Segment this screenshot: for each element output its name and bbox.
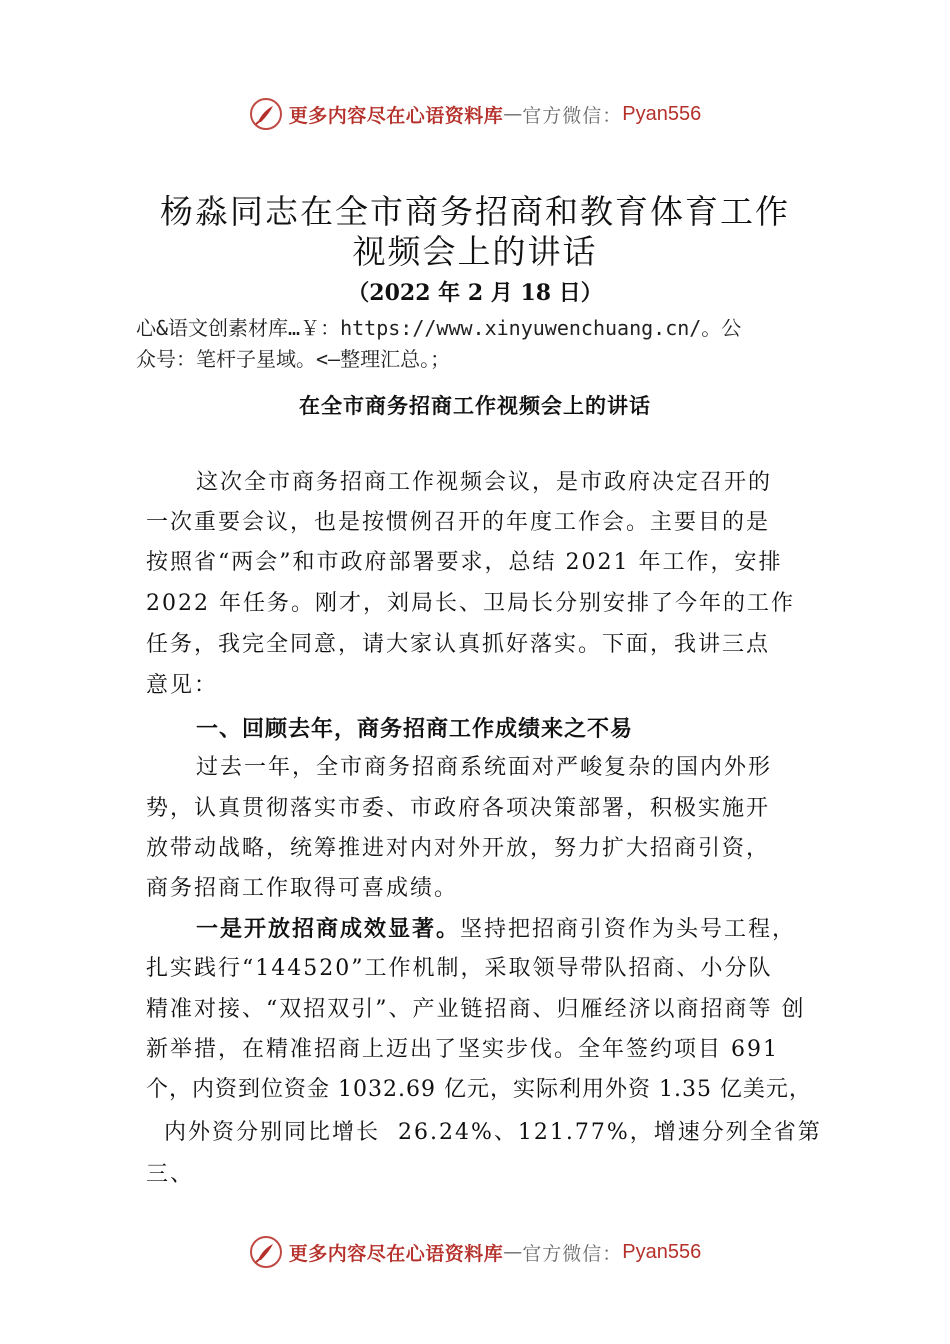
banner-library-text: 更多内容尽在心语资料库 — [288, 104, 504, 127]
para1-line: 2022 年任务。刚才，刘局长、卫局长分别安排了今年的工作 — [146, 591, 795, 616]
para3-line: 三、 — [146, 1162, 195, 1187]
brush-logo-icon — [249, 1235, 283, 1269]
para1-line: 任务，我完全同意，请大家认真抓好落实。下面，我讲三点 — [146, 632, 771, 657]
para3-first-line — [196, 914, 796, 945]
source-note-line2: 众号：笔杆子星域。<—整理汇总。； — [136, 347, 451, 371]
document-title-line1: 杨淼同志在全市商务招商和教育体育工作 — [160, 192, 790, 231]
para3-line: 扎实践行“144520”工作机制，采取领导带队招商、小分队 — [146, 956, 773, 981]
para3-line: 精准对接、“双招双引”、产业链招商、归雁经济以商招商等 创 — [146, 997, 806, 1022]
para3-lead-bold: 一是开放招商成效显著。 — [196, 916, 461, 942]
source-note-line1: 心&语文创素材库…￥：https://www.xinyuwenchuang.cn/。公 — [136, 316, 742, 340]
banner-wechat-label: 官方微信： — [522, 1242, 623, 1265]
para1-line: 这次全市商务招商工作视频会议，是市政府决定召开的 — [196, 470, 773, 495]
banner-wechat-id: Pyan556 — [622, 102, 702, 125]
brush-logo-icon — [249, 97, 283, 131]
para2-line: 势，认真贯彻落实市委、市政府各项决策部署，积极实施开 — [146, 796, 771, 821]
section-heading-1: 一、回顾去年，商务招商工作成绩来之不易 — [196, 717, 634, 742]
banner-wechat-id: Pyan556 — [622, 1240, 702, 1263]
para3-line: 内外资分别同比增长 26.24%、121.77%，增速分列全省第 — [146, 1120, 822, 1145]
para3-line: 个，内资到位资金 1032.69 亿元，实际利用外资 1.35 亿美元， — [146, 1077, 812, 1102]
para1-line: 按照省“两会”和市政府部署要求，总结 2021 年工作，安排 — [146, 550, 783, 575]
banner-dash: — — [503, 103, 523, 125]
para1-line: 一次重要会议，也是按惯例召开的年度工作会。主要目的是 — [146, 510, 771, 535]
banner-wechat-label: 官方微信： — [522, 104, 623, 127]
para2-line: 过去一年，全市商务招商系统面对严峻复杂的国内外形 — [196, 755, 773, 780]
document-date: （2022 年 2 月 18 日） — [347, 280, 603, 306]
para3-lead-text: 坚持把招商引资作为头号工程， — [460, 917, 797, 942]
para2-line: 商务招商工作取得可喜成绩。 — [146, 876, 459, 901]
speech-subtitle: 在全市商务招商工作视频会上的讲话 — [299, 393, 651, 418]
header-banner — [0, 94, 950, 134]
banner-library-text: 更多内容尽在心语资料库 — [288, 1242, 504, 1265]
banner-dash: — — [503, 1241, 523, 1263]
para2-line: 放带动战略，统筹推进对内对外开放，努力扩大招商引资， — [146, 836, 771, 861]
document-title-line2: 视频会上的讲话 — [352, 232, 598, 271]
footer-banner — [0, 1232, 950, 1272]
para1-line: 意见： — [146, 673, 219, 698]
para3-line: 新举措，在精准招商上迈出了坚实步伐。全年签约项目 691 — [146, 1037, 779, 1062]
